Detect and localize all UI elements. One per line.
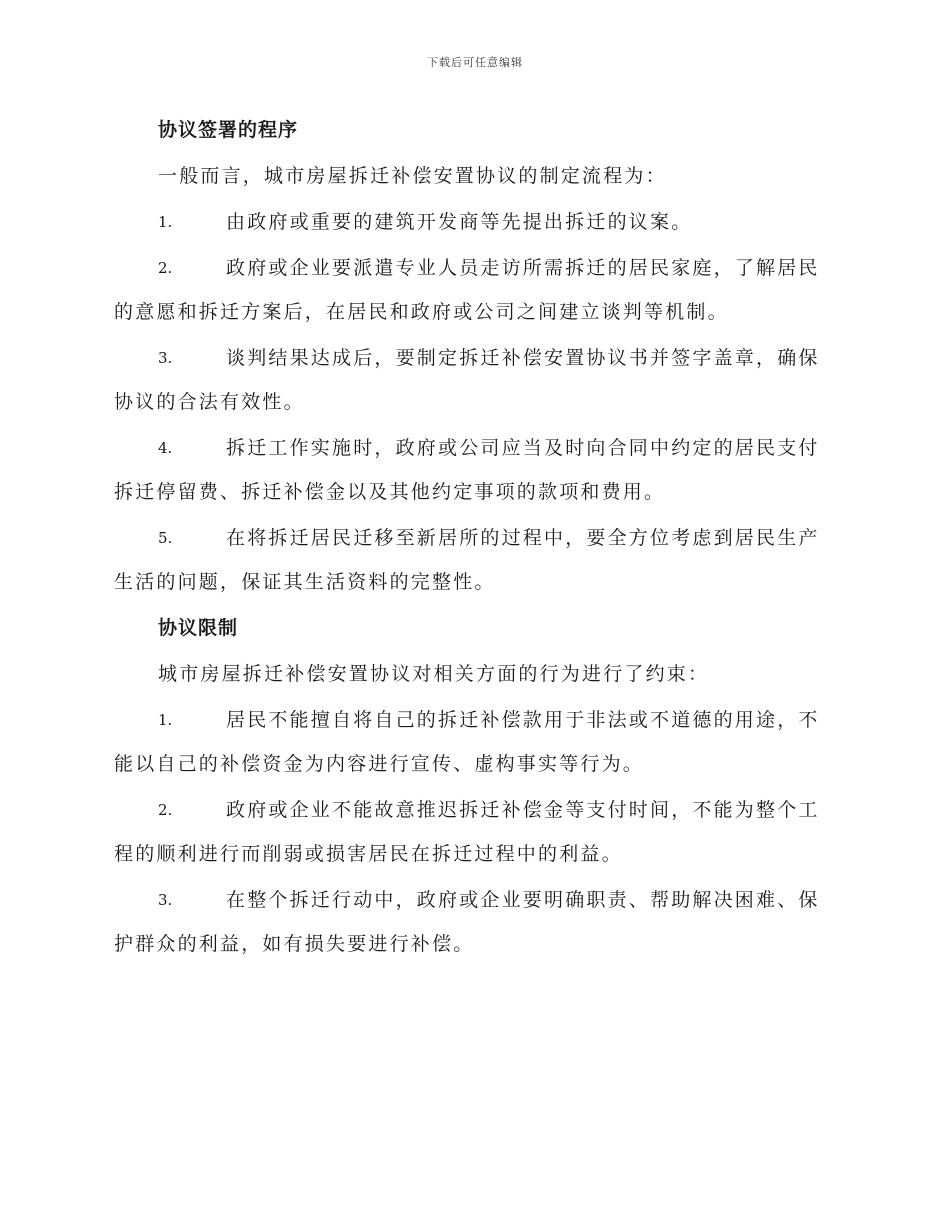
list-item-number: 1.	[158, 213, 173, 231]
page-header: 下载后可任意编辑	[427, 56, 523, 69]
section-intro: 城市房屋拆迁补偿安置协议对相关方面的行为进行了约束：	[158, 663, 710, 685]
list-item	[114, 246, 834, 334]
list-item	[114, 878, 834, 966]
list-item-text: 在将拆迁居民迁移至新居所的过程中，要全方位考虑到居民生产生活的问题，保证其生活资料的完整性。	[114, 527, 820, 593]
section-heading-procedure: 协议签署的程序	[158, 119, 299, 141]
list-item	[114, 698, 834, 786]
list-item-number: 4.	[158, 439, 173, 457]
document-body	[114, 108, 834, 966]
list-item-text: 由政府或重要的建筑开发商等先提出拆迁的议案。	[226, 211, 693, 233]
list-item-text: 政府或企业不能故意推迟拆迁补偿金等支付时间，不能为整个工程的顺利进行而削弱或损害居民在拆迁过程中的利益。	[114, 799, 820, 865]
section-intro: 一般而言，城市房屋拆迁补偿安置协议的制定流程为：	[158, 165, 667, 187]
section-heading-restrictions: 协议限制	[158, 617, 239, 639]
list-item-text: 拆迁工作实施时，政府或公司应当及时向合同中约定的居民支付拆迁停留费、拆迁补偿金以及其他约定事项的款项和费用。	[114, 437, 820, 503]
list-item	[114, 788, 834, 876]
list-item	[114, 200, 834, 244]
list-item-number: 2.	[158, 259, 173, 277]
list-item-number: 5.	[158, 529, 173, 547]
list-item	[114, 426, 834, 514]
list-item-text: 在整个拆迁行动中，政府或企业要明确职责、帮助解决困难、保护群众的利益，如有损失要进行补偿。	[114, 889, 820, 955]
list-item-text: 谈判结果达成后，要制定拆迁补偿安置协议书并签字盖章，确保协议的合法有效性。	[114, 347, 820, 413]
list-item-text: 居民不能擅自将自己的拆迁补偿款用于非法或不道德的用途，不能以自己的补偿资金为内容进行宣传、虚构事实等行为。	[114, 709, 820, 775]
list-item	[114, 336, 834, 424]
list-item-number: 1.	[158, 711, 173, 729]
list-item	[114, 516, 834, 604]
list-item-number: 2.	[158, 801, 173, 819]
list-item-number: 3.	[158, 349, 173, 367]
list-item-number: 3.	[158, 891, 173, 909]
list-item-text: 政府或企业要派遣专业人员走访所需拆迁的居民家庭，了解居民的意愿和拆迁方案后，在居民和政府或公司之间建立谈判等机制。	[114, 257, 820, 323]
